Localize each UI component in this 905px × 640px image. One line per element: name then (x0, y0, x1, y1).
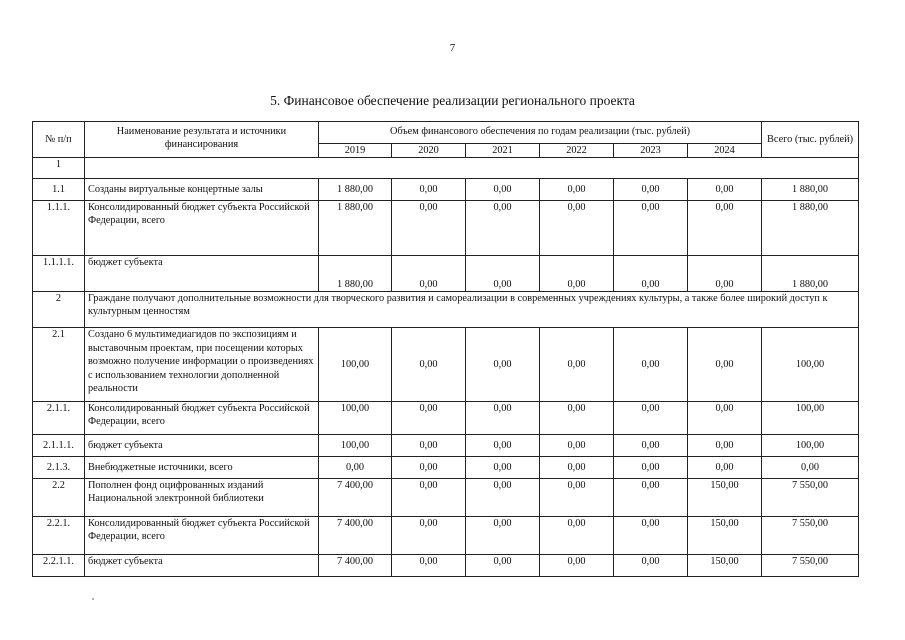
section-row-1 (33, 158, 859, 179)
value-2023: 0,00 (614, 179, 688, 201)
financing-table (32, 121, 859, 577)
value-total: 7 550,00 (762, 555, 859, 577)
value-2021: 0,00 (466, 179, 540, 201)
value-2024: 150,00 (688, 517, 762, 555)
table-row (33, 328, 859, 402)
value-2024: 150,00 (688, 479, 762, 517)
section-num: 2 (33, 292, 85, 328)
table-row (33, 457, 859, 479)
value-2022: 0,00 (540, 256, 614, 292)
value-2019: 1 880,00 (319, 179, 392, 201)
value-total: 0,00 (762, 457, 859, 479)
header-name: Наименование результата и источники финансирования (85, 122, 319, 158)
row-num: 2.2 (33, 479, 85, 517)
year-2023: 2023 (614, 144, 688, 158)
value-total: 1 880,00 (762, 179, 859, 201)
value-2024: 0,00 (688, 179, 762, 201)
section-num: 1 (33, 158, 85, 179)
table-row (33, 256, 859, 292)
row-num: 2.2.1.1. (33, 555, 85, 577)
value-total: 100,00 (762, 435, 859, 457)
table-row (33, 402, 859, 435)
row-num: 1.1.1.1. (33, 256, 85, 292)
value-2021: 0,00 (466, 517, 540, 555)
value-2020: 0,00 (392, 517, 466, 555)
value-2019: 1 880,00 (319, 256, 392, 292)
value-total: 7 550,00 (762, 479, 859, 517)
table-row (33, 435, 859, 457)
row-name: Консолидированный бюджет субъекта Российской Федерации, всего (85, 402, 319, 435)
value-2023: 0,00 (614, 517, 688, 555)
header-total: Всего (тыс. рублей) (762, 122, 859, 158)
value-2022: 0,00 (540, 517, 614, 555)
value-2021: 0,00 (466, 457, 540, 479)
page-number: 7 (449, 42, 456, 54)
value-2020: 0,00 (392, 555, 466, 577)
value-2019: 7 400,00 (319, 517, 392, 555)
value-2020: 0,00 (392, 328, 466, 402)
value-2022: 0,00 (540, 555, 614, 577)
value-2023: 0,00 (614, 402, 688, 435)
row-name: Создано 6 мультимедиагидов по экспозициям и выставочным проектам, при посещении которых возможно получение информации о произведениях с использованием технологии дополненной реальности (85, 328, 319, 402)
value-2019: 1 880,00 (319, 201, 392, 256)
value-2023: 0,00 (614, 555, 688, 577)
value-2021: 0,00 (466, 555, 540, 577)
section-text: Граждане получают дополнительные возможности для творческого развития и самореализации в современных учреждениях культуры, а также более широкий доступ к культурным ценностям (85, 292, 859, 328)
table-row (33, 179, 859, 201)
value-2019: 100,00 (319, 435, 392, 457)
value-2024: 0,00 (688, 256, 762, 292)
year-2024: 2024 (688, 144, 762, 158)
table-row (33, 479, 859, 517)
row-name: бюджет субъекта (85, 555, 319, 577)
value-2024: 0,00 (688, 328, 762, 402)
header-volume: Объем финансового обеспечения по годам реализации (тыс. рублей) (319, 122, 762, 144)
value-total: 1 880,00 (762, 256, 859, 292)
value-2022: 0,00 (540, 435, 614, 457)
table-row (33, 517, 859, 555)
value-2021: 0,00 (466, 256, 540, 292)
row-name: Внебюджетные источники, всего (85, 457, 319, 479)
row-name: бюджет субъекта (85, 435, 319, 457)
value-2022: 0,00 (540, 201, 614, 256)
row-num: 2.1.1.1. (33, 435, 85, 457)
value-2020: 0,00 (392, 256, 466, 292)
row-name: Консолидированный бюджет субъекта Российской Федерации, всего (85, 201, 319, 256)
scan-speck (92, 598, 94, 600)
value-2023: 0,00 (614, 328, 688, 402)
value-2023: 0,00 (614, 435, 688, 457)
value-2020: 0,00 (392, 402, 466, 435)
value-2022: 0,00 (540, 457, 614, 479)
value-2021: 0,00 (466, 435, 540, 457)
value-2021: 0,00 (466, 201, 540, 256)
value-2023: 0,00 (614, 457, 688, 479)
value-2021: 0,00 (466, 328, 540, 402)
value-2024: 0,00 (688, 435, 762, 457)
value-total: 1 880,00 (762, 201, 859, 256)
row-num: 2.1.1. (33, 402, 85, 435)
row-num: 2.1 (33, 328, 85, 402)
value-2019: 100,00 (319, 402, 392, 435)
year-2020: 2020 (392, 144, 466, 158)
section-title: 5. Финансовое обеспечение реализации регионального проекта (270, 93, 635, 108)
value-2020: 0,00 (392, 479, 466, 517)
header-row (33, 122, 859, 144)
value-2024: 0,00 (688, 402, 762, 435)
row-name: Пополнен фонд оцифрованных изданий Национальной электронной библиотеки (85, 479, 319, 517)
value-2022: 0,00 (540, 179, 614, 201)
value-2020: 0,00 (392, 457, 466, 479)
row-num: 1.1 (33, 179, 85, 201)
value-2023: 0,00 (614, 256, 688, 292)
row-name: Консолидированный бюджет субъекта Российской Федерации, всего (85, 517, 319, 555)
year-2021: 2021 (466, 144, 540, 158)
row-num: 1.1.1. (33, 201, 85, 256)
value-2019: 7 400,00 (319, 555, 392, 577)
value-2019: 7 400,00 (319, 479, 392, 517)
value-2024: 150,00 (688, 555, 762, 577)
value-2020: 0,00 (392, 435, 466, 457)
value-2021: 0,00 (466, 402, 540, 435)
year-2022: 2022 (540, 144, 614, 158)
value-2023: 0,00 (614, 479, 688, 517)
value-total: 100,00 (762, 402, 859, 435)
header-num: № п/п (33, 122, 85, 158)
value-2020: 0,00 (392, 201, 466, 256)
row-num: 2.1.3. (33, 457, 85, 479)
year-2019: 2019 (319, 144, 392, 158)
row-name: Созданы виртуальные концертные залы (85, 179, 319, 201)
value-total: 7 550,00 (762, 517, 859, 555)
value-2022: 0,00 (540, 402, 614, 435)
value-2023: 0,00 (614, 201, 688, 256)
value-2024: 0,00 (688, 457, 762, 479)
value-2019: 0,00 (319, 457, 392, 479)
value-2019: 100,00 (319, 328, 392, 402)
row-num: 2.2.1. (33, 517, 85, 555)
value-2022: 0,00 (540, 479, 614, 517)
section-text (85, 158, 859, 179)
table-row (33, 201, 859, 256)
table-row (33, 555, 859, 577)
value-2022: 0,00 (540, 328, 614, 402)
value-total: 100,00 (762, 328, 859, 402)
section-row-2 (33, 292, 859, 328)
value-2021: 0,00 (466, 479, 540, 517)
value-2024: 0,00 (688, 201, 762, 256)
value-2020: 0,00 (392, 179, 466, 201)
row-name: бюджет субъекта (85, 256, 319, 292)
